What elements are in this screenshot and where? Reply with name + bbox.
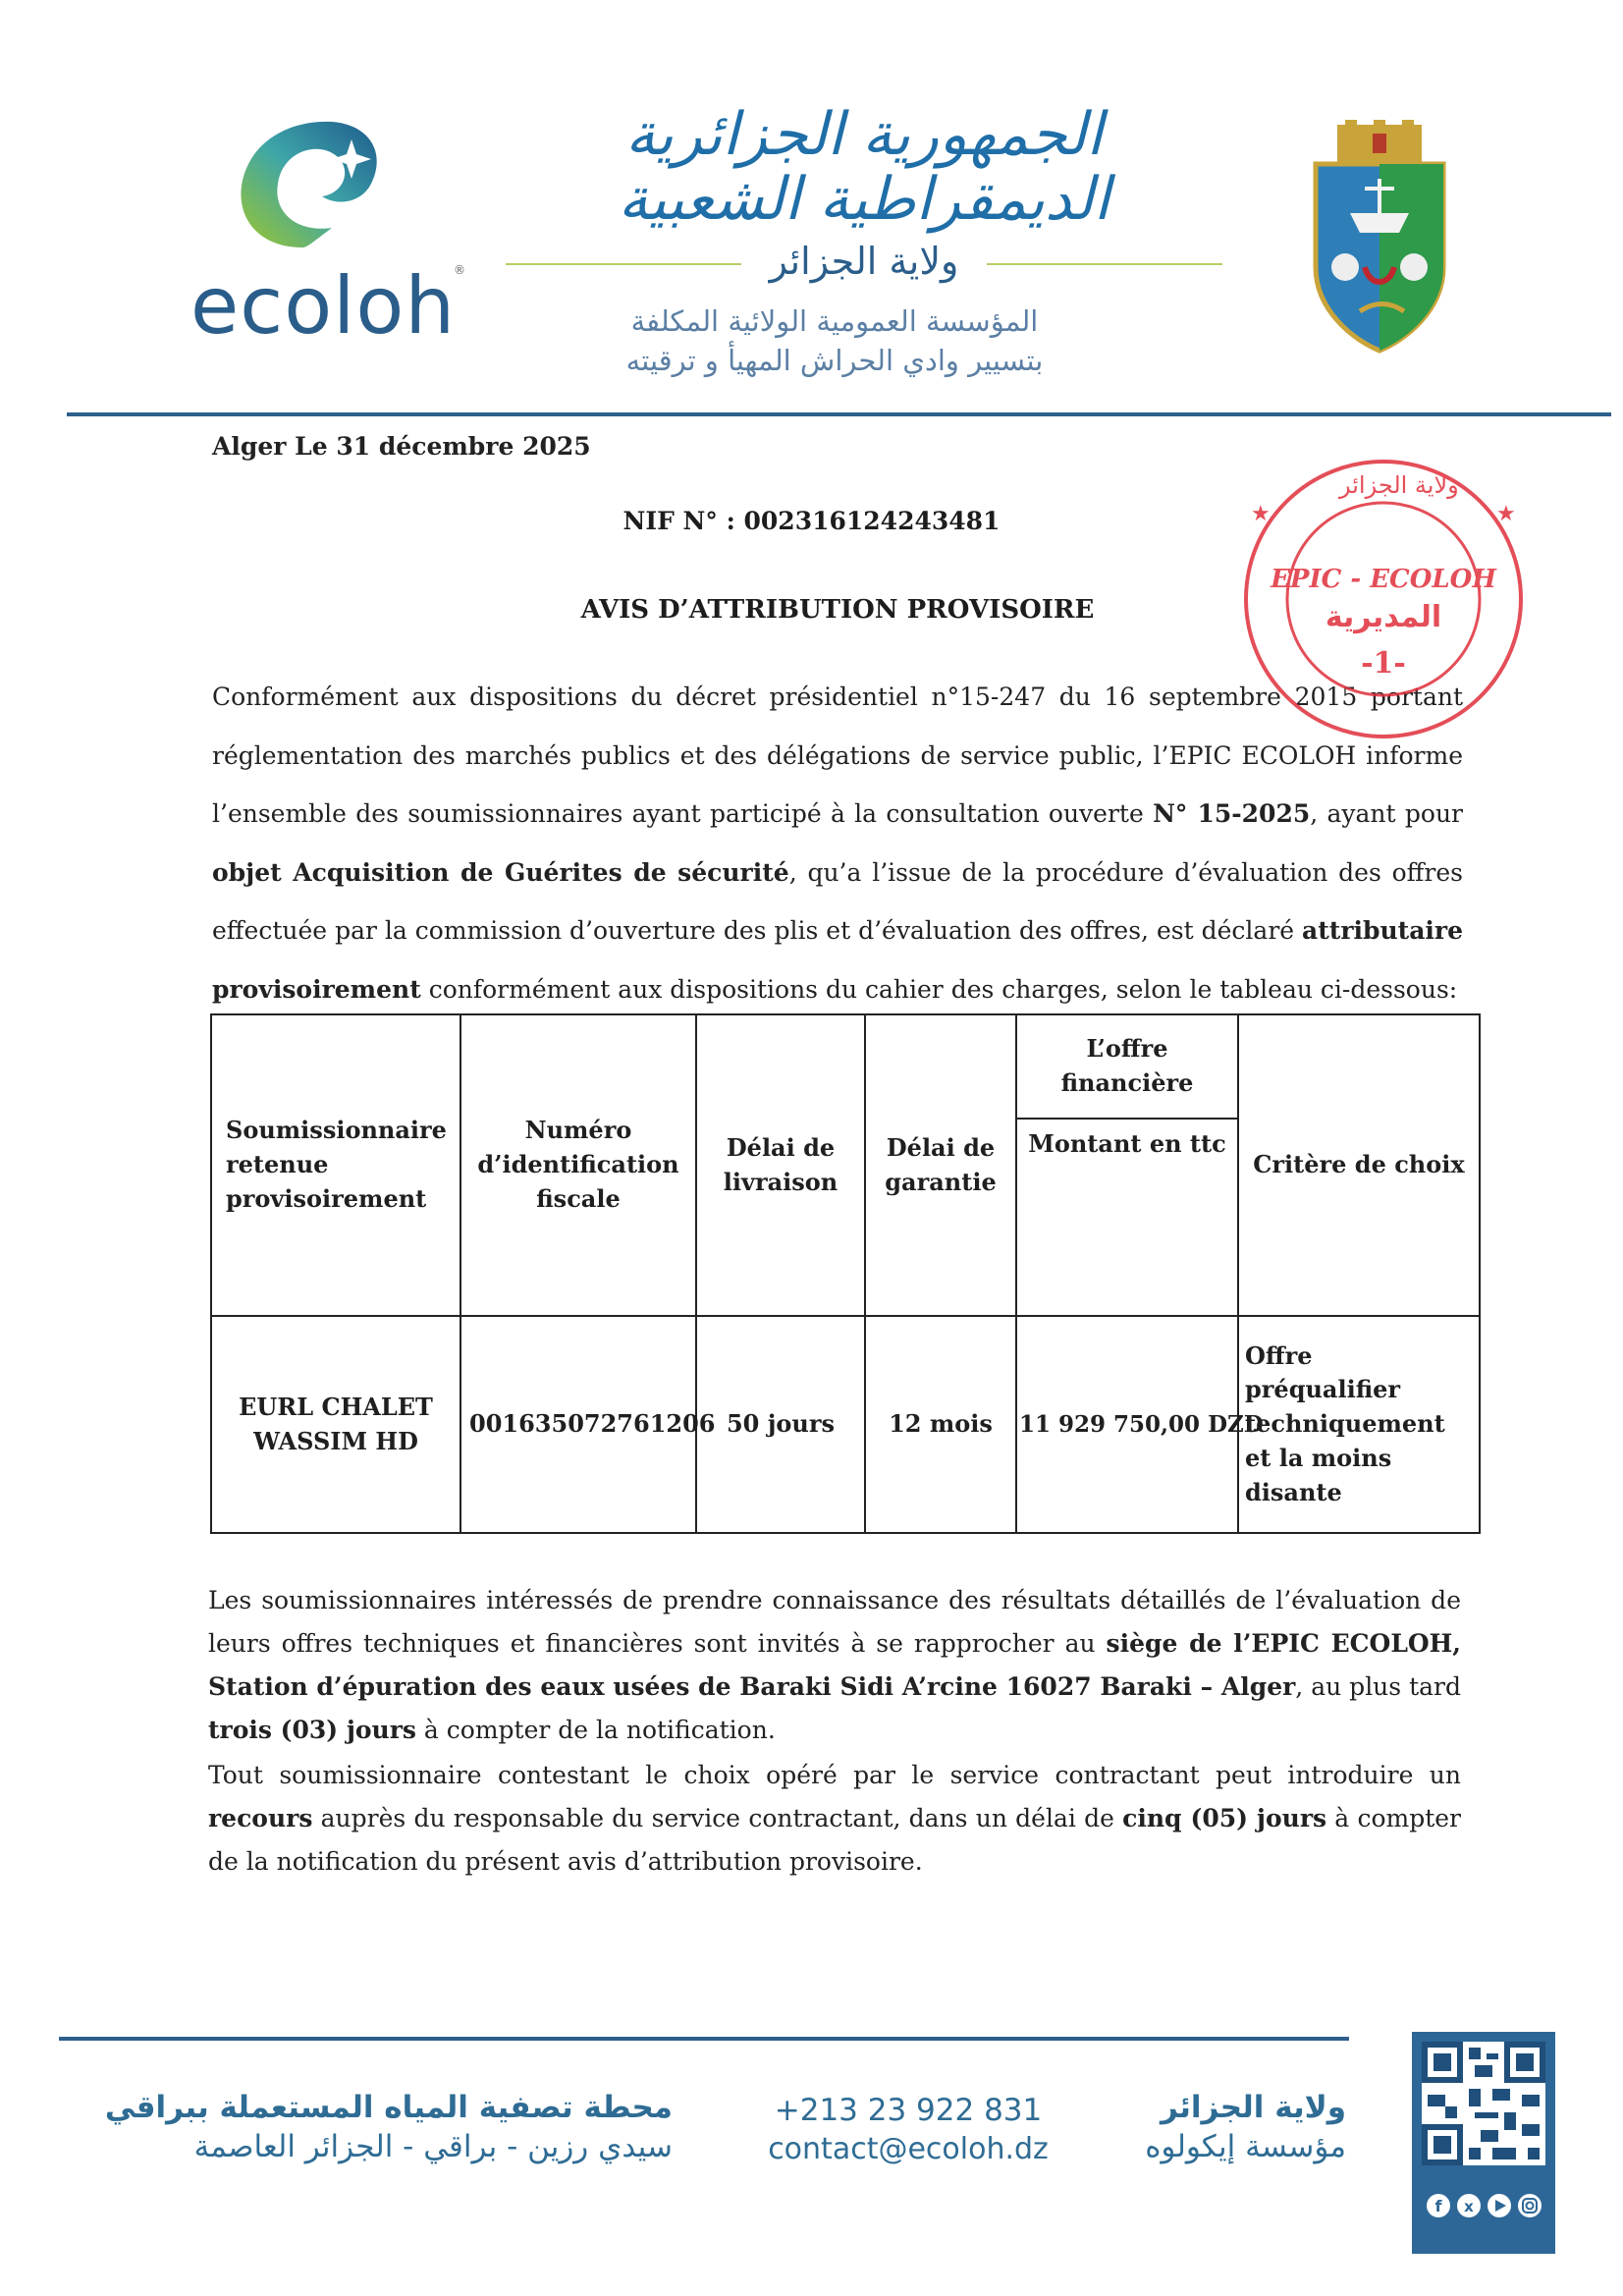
wilaya-title: ولاية الجزائر [769, 240, 959, 283]
consultation-paragraph [208, 1579, 1461, 1752]
para2-text-2: auprès du responsable du service contractant, dans un délai de [312, 1804, 1123, 1832]
footer-email[interactable]: contact@ecoloh.dz [768, 2132, 1049, 2166]
svg-text:x: x [1464, 2198, 1474, 2215]
cell-nif: 001635072761206 [460, 1316, 696, 1533]
svg-text:f: f [1434, 2197, 1442, 2215]
intro-text-4: conformément aux dispositions du cahier des charges, selon le tableau ci-dessous: [420, 974, 1458, 1004]
footer-phone[interactable]: +213 23 922 831 [774, 2093, 1043, 2128]
consultation-number: N° 15-2025 [1153, 799, 1311, 828]
footer-station-address: سيدي رزين - براقي - الجزائر العاصمة [193, 2129, 673, 2164]
ecoloh-logo-icon [224, 110, 391, 257]
table-row [211, 1316, 1480, 1533]
para1-text-1: Les soumissionnaires intéressés de prendre connaissance des résultats détaillés de l’évaluation de leurs offres techniques et financières sont invités à se rapprocher au [208, 1586, 1461, 1658]
appeal-word: recours [208, 1804, 313, 1832]
para2-text-3: à compter de la notification du présent avis d’attribution provisoire. [208, 1804, 1461, 1876]
provisional-award-label: attributaire provisoirement [212, 916, 1463, 1004]
consultation-object: objet Acquisition de Guérites de sécurité [212, 857, 789, 887]
para1-text-3: à compter de la notification. [415, 1716, 776, 1744]
star-icon: ★ [1496, 502, 1516, 526]
intro-text-1: Conformément aux dispositions du décret présidentiel n°15-247 du 16 septembre 2015 portant réglementation des marchés publics et des délégations de service public, l’EPIC ECOLOH informe l’ensemble des soumissionnaires ayant participé à la consultation ouverte [212, 683, 1463, 828]
header-amount: Montant en ttc [1016, 1119, 1238, 1316]
ecoloh-wordmark: ecoloh [190, 260, 457, 352]
cell-bidder: EURL CHALET WASSIM HD [211, 1316, 460, 1533]
official-stamp [1221, 452, 1545, 746]
organization-line-1: المؤسسة العمومية الولائية المكلفة [630, 304, 1039, 338]
instagram-icon[interactable] [1518, 2194, 1542, 2217]
para2-text-1: Tout soumissionnaire contestant le choix opéré par le service contractant peut introduire un [208, 1761, 1461, 1789]
social-icons [1422, 2189, 1545, 2222]
cell-warranty: 12 mois [865, 1316, 1016, 1533]
cell-amount: 11 929 750,00 DZD [1016, 1316, 1238, 1533]
header-delivery: Délai de livraison [696, 1014, 865, 1316]
deadline-five-days: cinq (05) jours [1122, 1804, 1327, 1832]
qr-code-icon[interactable] [1422, 2042, 1545, 2165]
header-warranty: Délai de garantie [865, 1014, 1016, 1316]
organization-line-2: بتسيير وادي الحراش المهيأ و ترقيته [625, 344, 1044, 377]
para1-text-2: , au plus tard [1295, 1672, 1461, 1701]
stamp-center-arabic: المديرية [1325, 600, 1442, 634]
date-line: Alger Le 31 décembre 2025 [212, 432, 591, 461]
stamp-center-top: EPIC - ECOLOH [1271, 565, 1496, 594]
header-nif: Numéro d’identification fiscale [460, 1014, 696, 1316]
header-divider [67, 412, 1611, 416]
notice-title: AVIS D’ATTRIBUTION PROVISOIRE [580, 595, 1095, 625]
divider-right [987, 263, 1222, 265]
stamp-ring-text: ولاية الجزائر [1339, 471, 1459, 499]
stamp-center-number: -1- [1361, 646, 1406, 681]
divider-left [506, 263, 741, 265]
address-text: siège de l’EPIC ECOLOH, Station d’épuration des eaux usées de Baraki Sidi A’rcine 16027 Baraki – Alger [208, 1629, 1462, 1701]
nif-line: NIF N° : 002316124243481 [622, 507, 1001, 535]
footer-divider [59, 2037, 1349, 2041]
cell-criteria: Offre préqualifier techniquement et la moins disante [1238, 1316, 1480, 1533]
wilaya-row [506, 240, 1222, 289]
header-criteria: Critère de choix [1238, 1014, 1480, 1316]
intro-text-2: , ayant pour [1310, 799, 1463, 828]
qr-panel [1412, 2032, 1555, 2254]
appeal-paragraph [208, 1754, 1461, 1884]
cell-delivery: 50 jours [696, 1316, 865, 1533]
results-table [210, 1013, 1481, 1534]
footer-wilaya: ولاية الجزائر [1160, 2090, 1346, 2125]
star-icon: ★ [1251, 502, 1271, 526]
deadline-three-days: trois (03) jours [208, 1716, 416, 1744]
coat-of-arms-icon [1306, 120, 1453, 355]
header-bidder: Soumissionnaire retenue provisoirement [211, 1014, 460, 1316]
intro-text-3: , qu’a l’issue de la procédure d’évaluation des offres effectuée par la commission d’ouverture des plis et d’évaluation des offres, est déclaré [212, 857, 1463, 945]
header-financial-offer: L’offre financière [1016, 1014, 1238, 1119]
footer-station-name: محطة تصفية المياه المستعملة ببراقي [104, 2090, 673, 2125]
republic-title: الجمهورية الجزائرية الديمقراطية الشعبية [618, 100, 1110, 234]
footer-organization: مؤسسة إيكولوه [1145, 2129, 1346, 2164]
registered-mark: ® [454, 263, 465, 277]
